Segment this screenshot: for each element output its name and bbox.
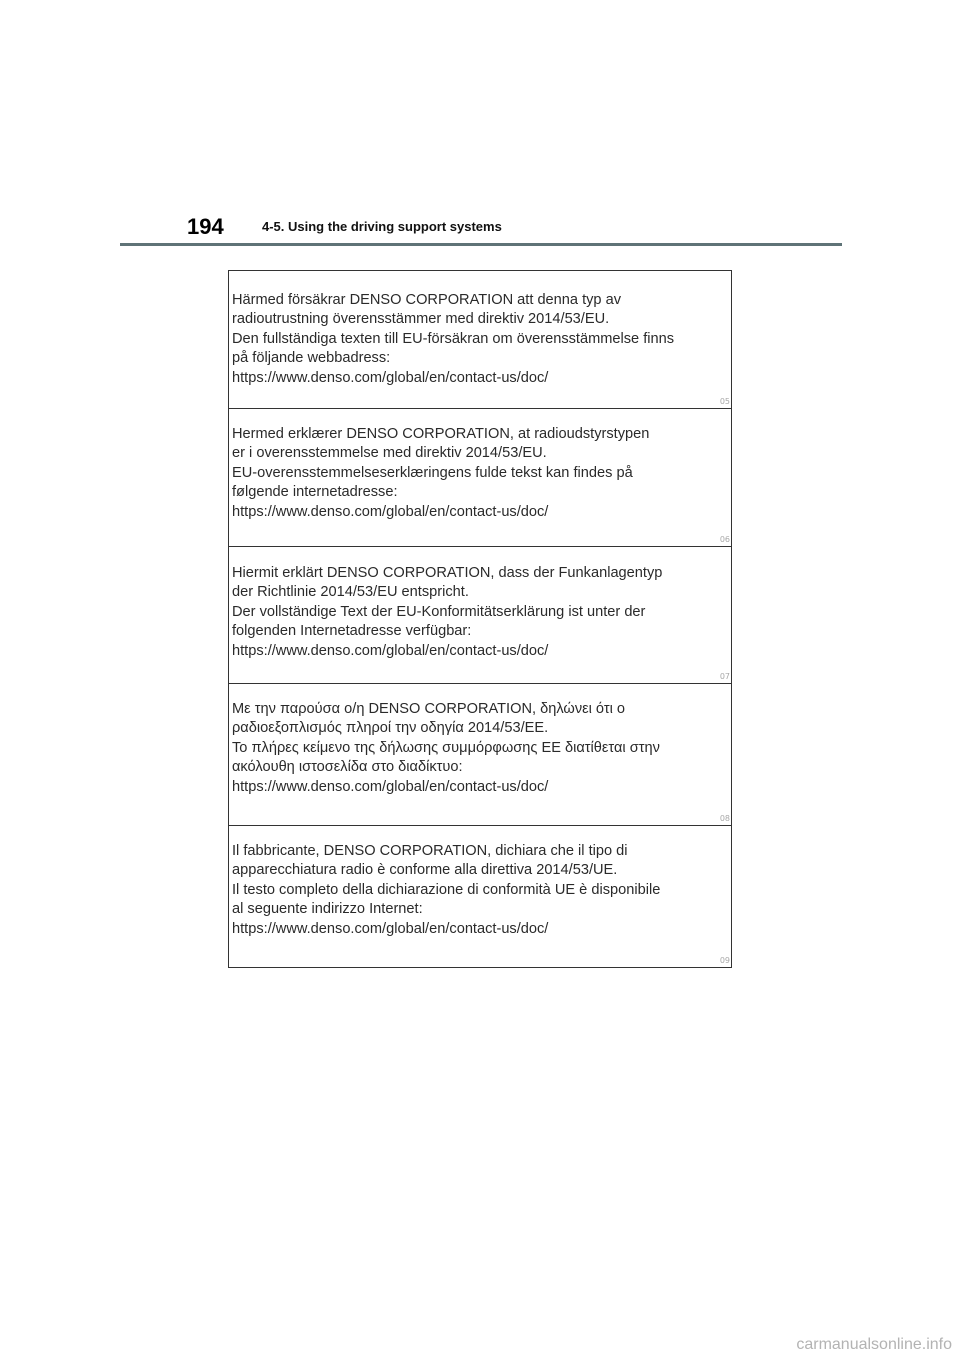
declaration-text-da: Hermed erklærer DENSO CORPORATION, at radioudstyrstypen er i overensstemmelse med direktiv 2014/53/EU. EU-overensstemmelseserklæringens fulde tekst kan findes på følgende internetadresse: https://www.denso.com/global/en/contact-us/doc/ — [232, 426, 650, 520]
declaration-block-da — [229, 409, 731, 547]
block-code: 06 — [719, 535, 730, 544]
declaration-text-el: Με την παρούσα ο/η DENSO CORPORATION, δηλώνει ότι ο ραδιοεξοπλισμός πληροί την οδηγία 2014/53/ΕΕ. Το πλήρες κείμενο της δήλωσης συμμόρφωσης ΕΕ διατίθεται στην ακόλουθη ιστοσελίδα στο διαδίκτυο: https://www.denso.com/global/en/contact-us/doc/ — [232, 701, 660, 795]
declaration-block-el — [229, 684, 731, 826]
block-code: 09 — [719, 956, 730, 965]
section-title: 4-5. Using the driving support systems — [262, 219, 502, 234]
block-code: 07 — [719, 672, 730, 681]
declaration-box — [228, 270, 732, 968]
header-rule — [120, 243, 842, 246]
declaration-block-it — [229, 826, 731, 967]
block-code: 05 — [719, 397, 730, 406]
page-header — [120, 212, 842, 246]
declaration-block-sv — [229, 271, 731, 409]
declaration-text-it: Il fabbricante, DENSO CORPORATION, dichiara che il tipo di apparecchiatura radio è conforme alla direttiva 2014/53/UE. Il testo completo della dichiarazione di conformità UE è disponibile al seguente indirizzo Internet: https://www.denso.com/global/en/contact-us/doc/ — [232, 843, 661, 937]
block-code: 08 — [719, 814, 730, 823]
watermark-text: carmanualsonline.info — [796, 1336, 952, 1353]
page-number: 194 — [187, 214, 224, 239]
declaration-text-sv: Härmed försäkrar DENSO CORPORATION att denna typ av radioutrustning överensstämmer med direktiv 2014/53/EU. Den fullständiga texten till EU-försäkran om överensstämmelse finns på följande webbadress: https://www.denso.com/global/en/contact-us/doc/ — [232, 292, 675, 386]
declaration-block-de — [229, 547, 731, 684]
declaration-text-de: Hiermit erklärt DENSO CORPORATION, dass der Funkanlagentyp der Richtlinie 2014/53/EU entspricht. Der vollständige Text der EU-Konformitätserklärung ist unter der folgenden Internetadresse verfügbar: https://www.denso.com/global/en/contact-us/doc/ — [232, 565, 663, 659]
